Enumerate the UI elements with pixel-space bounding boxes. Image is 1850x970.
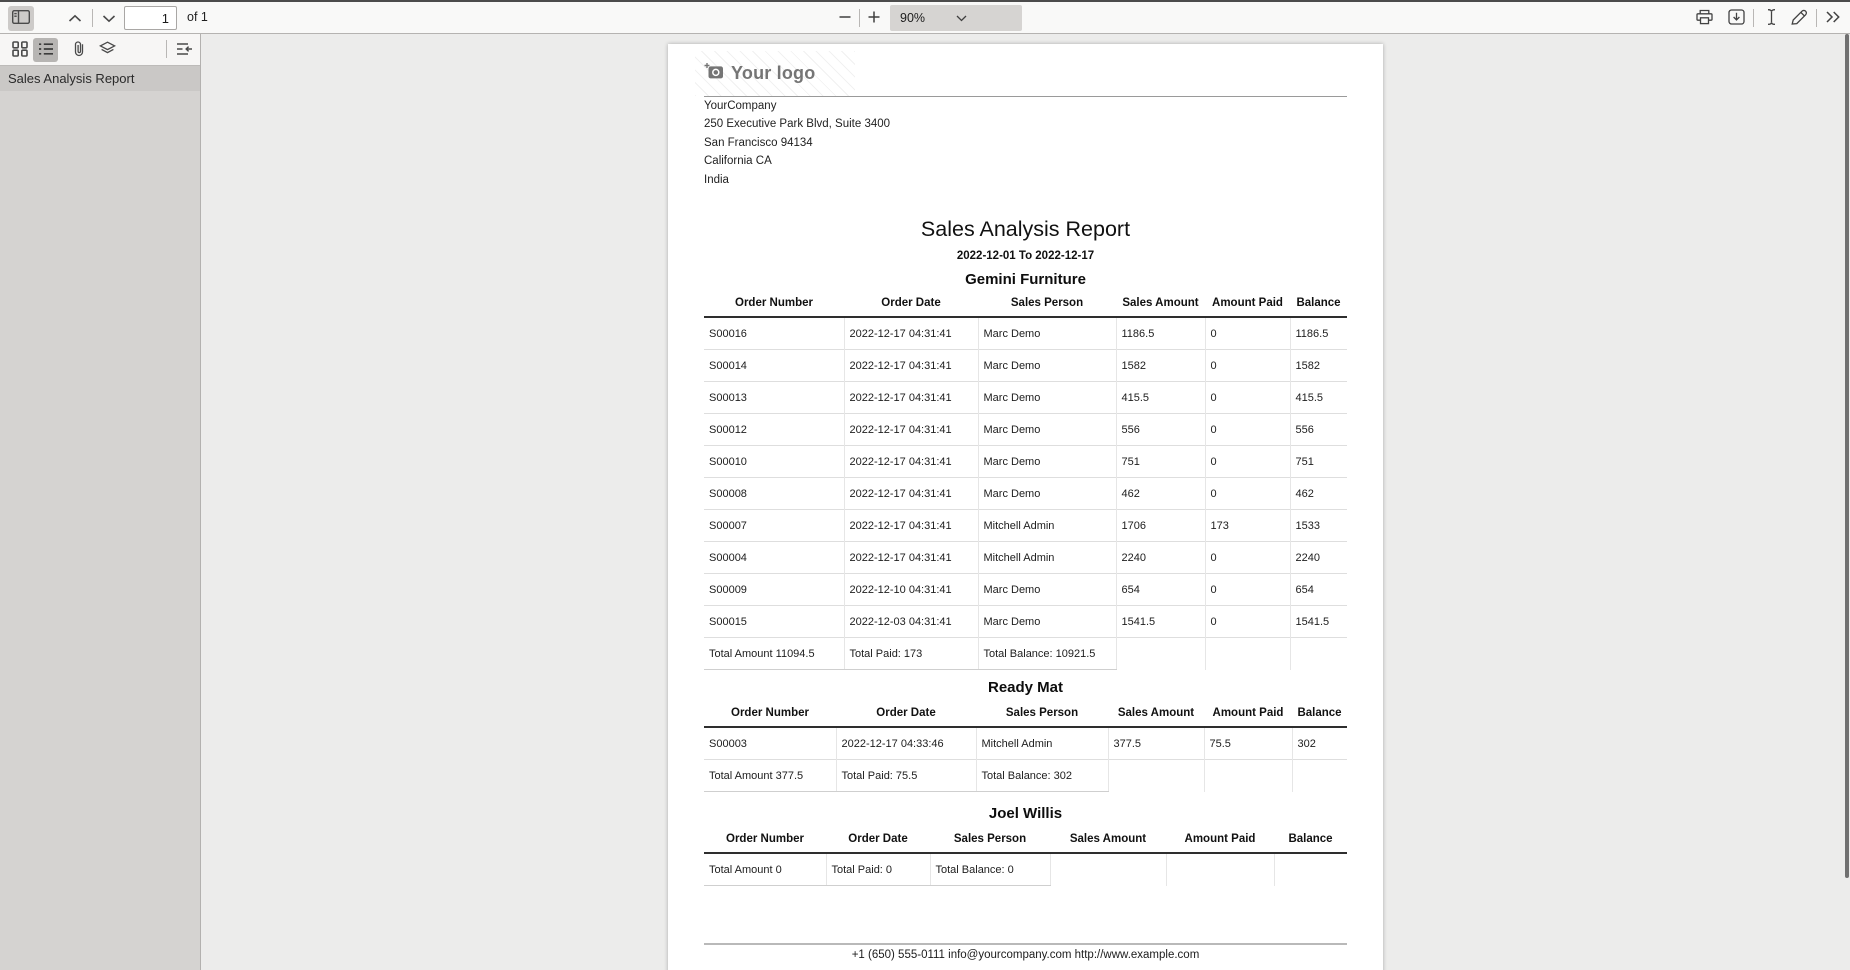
table-header-row [704,828,1347,853]
sales-person-cell: Mitchell Admin [978,542,1116,574]
column-header: Order Number [704,828,826,853]
order-number-cell: S00014 [704,350,844,382]
pdf-viewer-toolbar [0,2,1850,34]
table-header-row [704,702,1347,727]
sales-amount-cell: 654 [1116,574,1205,606]
amount-paid-cell: 0 [1205,542,1290,574]
amount-paid-cell: 0 [1205,317,1290,350]
window-top-edge [0,0,1850,2]
zoom-in-button[interactable] [861,6,887,31]
column-header: Sales Person [976,702,1108,727]
print-button[interactable] [1691,6,1717,31]
print-icon [1696,9,1713,28]
next-page-button[interactable] [96,6,122,31]
zoom-in-icon [867,10,881,27]
column-header: Balance [1274,828,1347,853]
logo-label: Your logo [731,63,816,83]
download-icon [1728,9,1745,28]
order-number-cell: S00009 [704,574,844,606]
order-date-cell: 2022-12-17 04:31:41 [844,478,978,510]
toolbar-separator [92,9,93,27]
text-select-icon [1766,8,1777,29]
sales-amount-cell: 556 [1116,414,1205,446]
sidebar-toolbar-separator [166,40,167,58]
balance-cell: 1582 [1290,350,1347,382]
total-balance: Total Balance: 302 [976,760,1108,792]
attachments-icon [73,40,85,60]
column-header: Balance [1290,292,1347,317]
company-name: YourCompany [704,100,777,112]
sales-amount-cell: 1582 [1116,350,1205,382]
amount-paid-cell: 0 [1205,478,1290,510]
amount-paid-cell: 173 [1205,510,1290,542]
sales-amount-cell: 377.5 [1108,727,1204,760]
draw-tool-button[interactable] [1786,6,1812,31]
column-header: Sales Amount [1108,702,1204,727]
sales-amount-cell: 415.5 [1116,382,1205,414]
section-heading: Gemini Furniture [965,271,1086,288]
sales-person-cell: Mitchell Admin [978,510,1116,542]
sales-table-joel-willis [704,828,1347,886]
order-number-cell: S00013 [704,382,844,414]
order-number-cell: S00003 [709,737,747,750]
balance-cell: 2240 [1290,542,1347,574]
order-number-cell: S00016 [709,327,747,340]
column-header: Amount Paid [1204,702,1292,727]
order-date-cell: 2022-12-17 04:31:41 [844,350,978,382]
order-date-cell: 2022-12-17 04:31:41 [844,510,978,542]
company-logo [695,51,855,96]
amount-paid-cell: 0 [1205,606,1290,638]
column-header: Order Date [836,702,976,727]
amount-paid-cell: 0 [1205,574,1290,606]
column-header: Order Date [826,828,930,853]
sales-person-cell: Marc Demo [978,317,1116,350]
toolbar-separator [1753,9,1754,27]
address-line: California CA [704,155,772,168]
section-heading: Ready Mat [987,679,1064,696]
column-header: Balance [1292,702,1347,727]
toolbar-separator [1816,9,1817,27]
order-date-cell: 2022-12-17 04:33:46 [836,727,976,760]
sales-person-cell: Marc Demo [978,414,1116,446]
text-select-tool-button[interactable] [1758,6,1784,31]
sales-person-cell: Marc Demo [978,606,1116,638]
zoom-level-select[interactable] [890,5,1022,31]
sales-person-cell: Marc Demo [978,382,1116,414]
sales-person-cell: Mitchell Admin [976,727,1108,760]
order-number-cell: S00008 [704,478,844,510]
sales-amount-cell: 1706 [1116,510,1205,542]
company-address-block [704,97,890,189]
balance-cell: 654 [1290,574,1347,606]
table-row [704,727,1347,760]
order-number-cell: S00012 [704,414,844,446]
column-header: Sales Amount [1116,292,1205,317]
totals-row [704,638,1347,670]
download-button[interactable] [1723,6,1749,31]
address-line: San Francisco 94134 [704,136,813,149]
total-balance: Total Balance: 0 [930,853,1050,886]
balance-cell: 1186.5 [1290,317,1347,350]
current-outline-item-button[interactable] [172,38,197,62]
balance-cell: 556 [1290,414,1347,446]
report-footer: +1 (650) 555-0111 info@yourcompany.com http://www.example.com [851,949,1200,961]
layers-view-button[interactable] [95,38,120,62]
column-header: Amount Paid [1205,292,1290,317]
double-chevron-icon [1825,11,1841,26]
table-row [704,510,1347,542]
camera-icon [704,63,724,85]
sales-amount-cell: 1186.5 [1116,317,1205,350]
order-number-cell: S00010 [704,446,844,478]
toolbar-separator [859,9,860,27]
more-tools-button[interactable] [1820,6,1846,31]
table-row [704,317,1347,350]
balance-cell: 751 [1290,446,1347,478]
column-header: Sales Person [978,292,1116,317]
total-amount: Total Amount 0 [704,853,826,886]
page-count-label: of 1 [187,10,208,24]
table-row [704,574,1347,606]
order-date-cell: 2022-12-17 04:31:41 [844,382,978,414]
amount-paid-cell: 0 [1205,382,1290,414]
outline-icon [38,42,54,59]
column-header: Sales Amount [1050,828,1166,853]
thumbnails-view-button[interactable] [7,38,32,62]
column-header: Order Number [704,702,836,727]
outline-view-button[interactable] [33,38,58,62]
toggle-sidebar-icon [12,10,30,27]
column-header: Order Date [844,292,978,317]
sidebar-toolbar [0,34,200,66]
sales-person-cell: Marc Demo [978,478,1116,510]
total-balance: Total Balance: 10921.5 [978,638,1116,670]
footer-divider [704,943,1347,945]
sales-amount-cell: 751 [1116,446,1205,478]
column-header: Amount Paid [1166,828,1274,853]
order-number-cell: S00004 [704,542,844,574]
total-paid: Total Paid: 0 [826,853,930,886]
sales-table-ready-mat [704,702,1347,792]
table-header-row [704,292,1347,317]
total-paid: Total Paid: 75.5 [836,760,976,792]
balance-cell: 302 [1292,727,1347,760]
draw-icon [1790,9,1808,29]
table-row [704,414,1347,446]
totals-row [704,760,1347,792]
order-date-cell: 2022-12-17 04:31:41 [844,414,978,446]
sales-table-gemini-furniture [704,292,1347,670]
balance-cell: 462 [1290,478,1347,510]
balance-cell: 1533 [1290,510,1347,542]
table-row [704,478,1347,510]
chevron-down-icon [956,11,1012,25]
section-heading: Joel Willis [988,805,1063,822]
chevron-down-icon [102,11,116,26]
amount-paid-cell: 0 [1205,350,1290,382]
layers-icon [99,41,116,59]
address-line: India [704,173,729,186]
current-outline-item-icon [176,42,193,59]
amount-paid-cell: 0 [1205,446,1290,478]
order-number-cell: S00015 [704,606,844,638]
table-row [704,382,1347,414]
attachments-view-button[interactable] [66,38,91,62]
balance-cell: 1541.5 [1290,606,1347,638]
column-header: Order Number [704,292,844,317]
sidebar [0,34,201,970]
report-date-range: 2022-12-01 To 2022-12-17 [956,250,1095,262]
page-number-input[interactable] [124,6,177,30]
table-row [704,606,1347,638]
sales-person-cell: Marc Demo [978,574,1116,606]
table-row [704,542,1347,574]
order-date-cell: 2022-12-17 04:31:41 [844,446,978,478]
zoom-out-button[interactable] [832,6,858,31]
sales-amount-cell: 462 [1116,478,1205,510]
outline-item-label: Sales Analysis Report [8,71,135,86]
sales-amount-cell: 2240 [1116,542,1205,574]
vertical-scrollbar[interactable] [1845,34,1849,878]
amount-paid-cell: 75.5 [1204,727,1292,760]
total-amount: Total Amount 11094.5 [704,638,844,670]
total-paid: Total Paid: 173 [844,638,978,670]
order-date-cell: 2022-12-17 04:31:41 [844,317,978,350]
totals-row [704,853,1347,886]
table-row [704,446,1347,478]
order-date-cell: 2022-12-17 04:31:41 [844,542,978,574]
order-number-cell: S00007 [704,510,844,542]
thumbnails-icon [12,41,28,60]
amount-paid-cell: 0 [1205,414,1290,446]
zoom-level-value: 90% [900,11,926,25]
pdf-page [668,44,1383,970]
order-date-cell: 2022-12-10 04:31:41 [844,574,978,606]
table-row [704,350,1347,382]
column-header: Sales Person [930,828,1050,853]
order-date-cell: 2022-12-03 04:31:41 [844,606,978,638]
total-amount: Total Amount 377.5 [704,760,836,792]
zoom-out-icon [838,10,852,27]
viewer-container[interactable] [202,34,1850,970]
address-line: 250 Executive Park Blvd, Suite 3400 [704,118,891,131]
sales-person-cell: Marc Demo [978,446,1116,478]
balance-cell: 415.5 [1290,382,1347,414]
outline-item-sales-analysis-report[interactable] [0,66,200,91]
previous-page-button[interactable] [62,6,88,31]
toggle-sidebar-button[interactable] [8,6,34,31]
sales-person-cell: Marc Demo [978,350,1116,382]
chevron-up-icon [68,11,82,26]
sales-amount-cell: 1541.5 [1116,606,1205,638]
report-title: Sales Analysis Report [920,217,1131,241]
